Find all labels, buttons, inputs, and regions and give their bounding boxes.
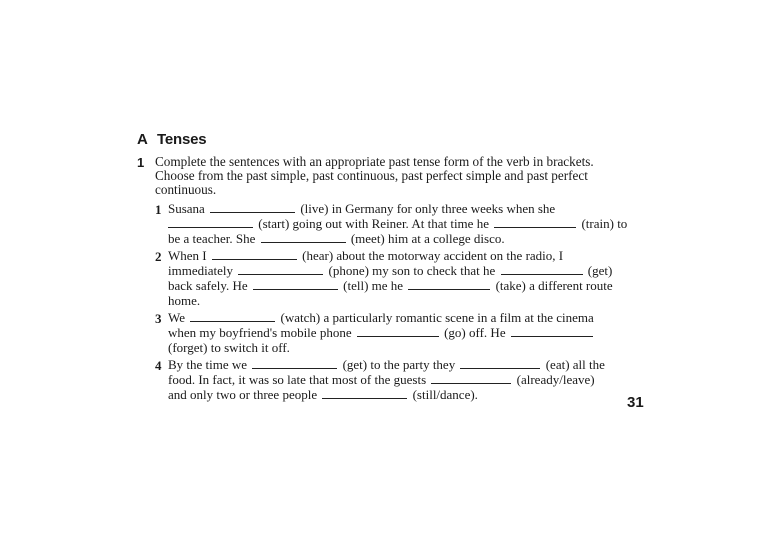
text-segment: When I — [168, 248, 207, 263]
text-segment: (already/leave) — [516, 372, 595, 387]
item-line — [168, 216, 627, 231]
text-segment: (get) to the party they — [342, 357, 456, 372]
answer-blank[interactable] — [408, 279, 490, 290]
answer-blank[interactable] — [431, 373, 511, 384]
answer-blank[interactable] — [460, 358, 540, 369]
item-line — [168, 387, 478, 402]
page-number: 31 — [627, 394, 644, 411]
item-number: 4 — [155, 358, 162, 373]
section-title: Tenses — [157, 131, 207, 148]
item-line — [168, 357, 605, 372]
text-segment: (phone) my son to check that he — [328, 263, 496, 278]
text-segment: (still/dance). — [412, 387, 478, 402]
text-segment: when my boyfriend's mobile phone — [168, 325, 352, 340]
text-segment: and only two or three people — [168, 387, 318, 402]
answer-blank[interactable] — [511, 326, 593, 337]
text-segment: (forget) to switch it off. — [168, 340, 290, 355]
item-number: 3 — [155, 311, 162, 326]
text-segment: (start) going out with Reiner. At that time he — [258, 216, 489, 231]
section-heading — [137, 131, 206, 148]
text-segment: (take) a different route — [495, 278, 613, 293]
answer-blank[interactable] — [253, 279, 338, 290]
instruction-line: Complete the sentences with an appropriate past tense form of the verb in brackets. — [155, 154, 594, 169]
text-segment: (go) off. He — [444, 325, 506, 340]
item-line — [168, 293, 200, 308]
exercise-number: 1 — [137, 155, 145, 170]
text-segment: (hear) about the motorway accident on the radio, I — [302, 248, 564, 263]
text-segment: (get) — [587, 263, 613, 278]
text-segment: Susana — [168, 201, 205, 216]
item-line — [168, 263, 612, 278]
text-segment: immediately — [168, 263, 233, 278]
text-segment: home. — [168, 293, 201, 308]
text-segment: (train) to — [581, 216, 628, 231]
answer-blank[interactable] — [261, 232, 346, 243]
answer-blank[interactable] — [238, 264, 323, 275]
item-number: 1 — [155, 202, 162, 217]
item-line — [168, 340, 290, 355]
item-line — [168, 278, 613, 293]
text-segment: be a teacher. She — [168, 231, 256, 246]
instruction-line: Choose from the past simple, past continuous, past perfect simple and past perfect — [155, 168, 588, 183]
section-letter: A — [137, 131, 148, 148]
answer-blank[interactable] — [252, 358, 337, 369]
answer-blank[interactable] — [190, 311, 275, 322]
answer-blank[interactable] — [210, 202, 295, 213]
text-segment: (watch) a particularly romantic scene in a film at the cinema — [280, 310, 594, 325]
item-line — [168, 325, 595, 340]
text-segment: (meet) him at a college disco. — [350, 231, 505, 246]
answer-blank[interactable] — [212, 249, 297, 260]
answer-blank[interactable] — [501, 264, 583, 275]
text-segment: By the time we — [168, 357, 248, 372]
exercise-instruction — [155, 155, 635, 197]
item-line — [168, 201, 555, 216]
answer-blank[interactable] — [322, 388, 407, 399]
text-segment: (live) in Germany for only three weeks when she — [300, 201, 556, 216]
answer-blank[interactable] — [357, 326, 439, 337]
answer-blank[interactable] — [494, 217, 576, 228]
text-segment: We — [168, 310, 185, 325]
item-line — [168, 248, 563, 263]
text-segment: food. In fact, it was so late that most of the guests — [168, 372, 427, 387]
item-line — [168, 231, 505, 246]
text-segment: back safely. He — [168, 278, 248, 293]
instruction-line: continuous. — [155, 182, 217, 197]
text-segment: (eat) all the — [545, 357, 605, 372]
text-segment: (tell) me he — [343, 278, 404, 293]
item-line — [168, 310, 594, 325]
item-number: 2 — [155, 249, 162, 264]
answer-blank[interactable] — [168, 217, 253, 228]
item-line — [168, 372, 595, 387]
